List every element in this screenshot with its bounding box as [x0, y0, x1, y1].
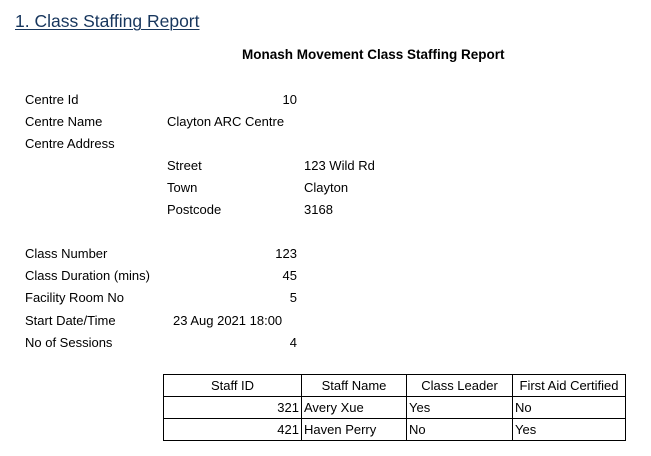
staff-name-cell: Haven Perry	[302, 419, 407, 441]
sessions-label: No of Sessions	[25, 335, 113, 350]
class-number-value: 123	[275, 246, 297, 261]
postcode-value: 3168	[304, 202, 333, 217]
town-label: Town	[167, 180, 198, 195]
centre-id-label: Centre Id	[25, 92, 79, 107]
report-heading-link[interactable]: 1. Class Staffing Report	[15, 11, 200, 31]
first-aid-cell: Yes	[513, 419, 626, 441]
staff-table-header-row	[164, 375, 626, 397]
staff-id-cell: 321	[164, 397, 302, 419]
postcode-label: Postcode	[167, 202, 222, 217]
facility-room-value: 5	[289, 290, 297, 305]
town-value: Clayton	[304, 180, 349, 195]
class-duration-value: 45	[282, 268, 297, 283]
report-title: Monash Movement Class Staffing Report	[242, 47, 505, 62]
first-aid-cell: No	[513, 397, 626, 419]
class-duration-label: Class Duration (mins)	[25, 268, 150, 283]
facility-room-label: Facility Room No	[25, 290, 124, 305]
centre-name-value: Clayton ARC Centre	[167, 114, 285, 129]
start-datetime-label: Start Date/Time	[25, 313, 116, 328]
header-staff-id: Staff ID	[164, 375, 302, 397]
table-row	[164, 397, 626, 419]
centre-name-label: Centre Name	[25, 114, 103, 129]
street-value: 123 Wild Rd	[304, 158, 375, 173]
centre-id-value: 10	[282, 92, 297, 107]
centre-address-label: Centre Address	[25, 136, 115, 151]
class-leader-cell: No	[407, 419, 513, 441]
class-leader-cell: Yes	[407, 397, 513, 419]
table-row	[164, 419, 626, 441]
class-number-label: Class Number	[25, 246, 108, 261]
header-staff-name: Staff Name	[302, 375, 407, 397]
sessions-value: 4	[289, 335, 297, 350]
staff-name-cell: Avery Xue	[302, 397, 407, 419]
start-datetime-value: 23 Aug 2021 18:00	[173, 313, 283, 328]
staff-table	[163, 374, 626, 441]
header-class-leader: Class Leader	[407, 375, 513, 397]
street-label: Street	[167, 158, 202, 173]
header-first-aid-certified: First Aid Certified	[513, 375, 626, 397]
staff-id-cell: 421	[164, 419, 302, 441]
